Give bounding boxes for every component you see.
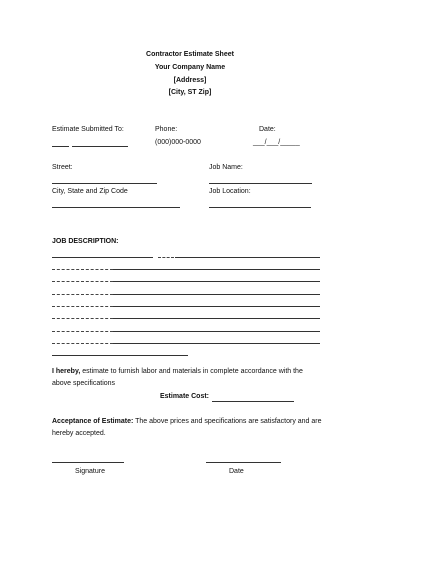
signature-date-line[interactable] xyxy=(206,462,281,463)
job-line-6b[interactable] xyxy=(113,318,320,319)
job-line-3b[interactable] xyxy=(113,281,320,282)
job-line-4a[interactable] xyxy=(52,294,113,295)
job-line-4b[interactable] xyxy=(113,294,320,295)
document-title: Contractor Estimate Sheet xyxy=(146,51,234,58)
signature-label: Signature xyxy=(75,468,105,475)
job-line-6a[interactable] xyxy=(52,318,113,319)
estimate-submitted-to-line-2[interactable] xyxy=(72,146,128,147)
phone-value[interactable]: (000)000-0000 xyxy=(155,139,201,146)
job-line-1c[interactable] xyxy=(175,257,320,258)
job-line-2a[interactable] xyxy=(52,269,113,270)
acceptance-statement xyxy=(52,416,326,440)
estimate-submitted-to-line-1[interactable] xyxy=(52,146,69,147)
signature-date-label: Date xyxy=(229,468,244,475)
city-state-zip-line[interactable] xyxy=(52,207,180,208)
job-line-8a[interactable] xyxy=(52,343,113,344)
hereby-bold: I hereby, xyxy=(52,368,81,375)
acceptance-text: The above prices and specifications are satisfactory and are hereby accepted. xyxy=(52,418,322,437)
date-value[interactable]: ___/___/_____ xyxy=(253,139,300,146)
job-location-label: Job Location: xyxy=(209,188,251,195)
job-line-7b[interactable] xyxy=(113,331,320,332)
city-state-zip-label: City, State and Zip Code xyxy=(52,188,128,195)
job-line-5a[interactable] xyxy=(52,306,113,307)
street-label: Street: xyxy=(52,164,73,171)
job-name-line[interactable] xyxy=(209,183,312,184)
job-location-line[interactable] xyxy=(209,207,311,208)
job-line-1a[interactable] xyxy=(52,257,153,258)
company-address: [Address] xyxy=(173,77,207,84)
hereby-text: estimate to furnish labor and materials in complete accordance with the above specifications xyxy=(52,368,303,387)
job-line-3a[interactable] xyxy=(52,281,113,282)
job-line-8b[interactable] xyxy=(113,343,320,344)
street-line[interactable] xyxy=(52,183,157,184)
job-line-9[interactable] xyxy=(52,355,188,356)
job-line-1b[interactable] xyxy=(158,257,174,258)
signature-line[interactable] xyxy=(52,462,124,463)
job-line-5b[interactable] xyxy=(113,306,320,307)
job-description-heading: JOB DESCRIPTION: xyxy=(52,238,119,245)
acceptance-bold: Acceptance of Estimate: xyxy=(52,418,134,425)
job-name-label: Job Name: xyxy=(209,164,243,171)
date-label: Date: xyxy=(259,126,276,133)
company-name: Your Company Name xyxy=(154,64,226,71)
job-line-7a[interactable] xyxy=(52,331,113,332)
hereby-statement xyxy=(52,366,322,390)
company-city: [City, ST Zip] xyxy=(168,89,212,96)
estimate-cost-line[interactable] xyxy=(212,401,294,402)
estimate-submitted-to-label: Estimate Submitted To: xyxy=(52,126,124,133)
phone-label: Phone: xyxy=(155,126,178,133)
job-line-2b[interactable] xyxy=(113,269,320,270)
estimate-cost-label: Estimate Cost: xyxy=(160,393,210,400)
